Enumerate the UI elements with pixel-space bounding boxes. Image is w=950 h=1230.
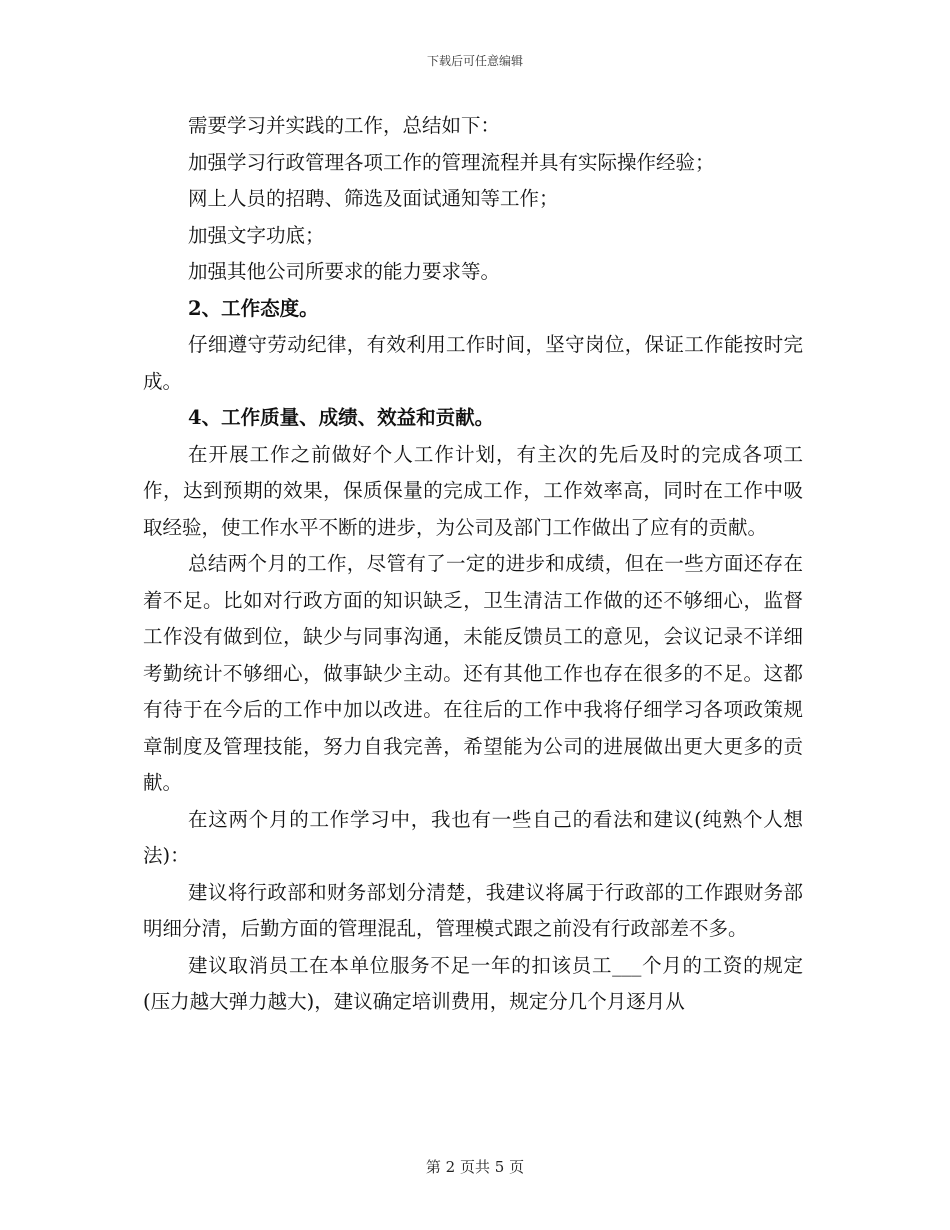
paragraph: 加强其他公司所要求的能力要求等。 — [188, 260, 501, 283]
paragraph: 建议取消员工在本单位服务不足一年的扣该员工___个月的工资的规定(压力越大弹力越大)，建议确定培训费用，规定分几个月逐月从 — [143, 953, 803, 1013]
section-heading: 4、工作质量、成绩、效益和贡献。 — [188, 406, 495, 429]
paragraph: 网上人员的招聘、筛选及面试通知等工作； — [188, 187, 559, 210]
paragraph: 需要学习并实践的工作，总结如下： — [188, 114, 501, 137]
document-body — [143, 108, 803, 1021]
section-heading: 2、工作态度。 — [188, 296, 319, 320]
paragraph: 加强学习行政管理各项工作的管理流程并具有实际操作经验； — [188, 150, 715, 174]
paragraph: 在这两个月的工作学习中，我也有一些自己的看法和建议(纯熟个人想法)： — [143, 807, 803, 867]
paragraph: 加强文字功底； — [188, 223, 325, 247]
paragraph: 仔细遵守劳动纪律，有效利用工作时间，坚守岗位，保证工作能按时完成。 — [143, 333, 803, 393]
paragraph: 总结两个月的工作，尽管有了一定的进步和成绩，但在一些方面还存在着不足。比如对行政方面的知识缺乏，卫生清洁工作做的还不够细心，监督工作没有做到位，缺少与同事沟通，未能反馈员工的意见，会议记录不详细考勤统计不够细心，做事缺少主动。还有其他工作也存在很多的不足。这都有待于在今后的工作中加以改进。在往后的工作中我将仔细学习各项政策规章制度及管理技能，努力自我完善，希望能为公司的进展做出更大更多的贡献。 — [143, 552, 803, 794]
paragraph: 在开展工作之前做好个人工作计划，有主次的先后及时的完成各项工作，达到预期的效果，保质保量的完成工作，工作效率高，同时在工作中吸取经验，使工作水平不断的进步，为公司及部门工作做出了应有的贡献。 — [143, 442, 803, 539]
page-footer: 第 2 页共 5 页 — [425, 1158, 525, 1176]
paragraph: 建议将行政部和财务部划分清楚，我建议将属于行政部的工作跟财务部明细分清，后勤方面的管理混乱，管理模式跟之前没有行政部差不多。 — [143, 880, 803, 940]
page-header: 下载后可任意编辑 — [426, 54, 523, 68]
